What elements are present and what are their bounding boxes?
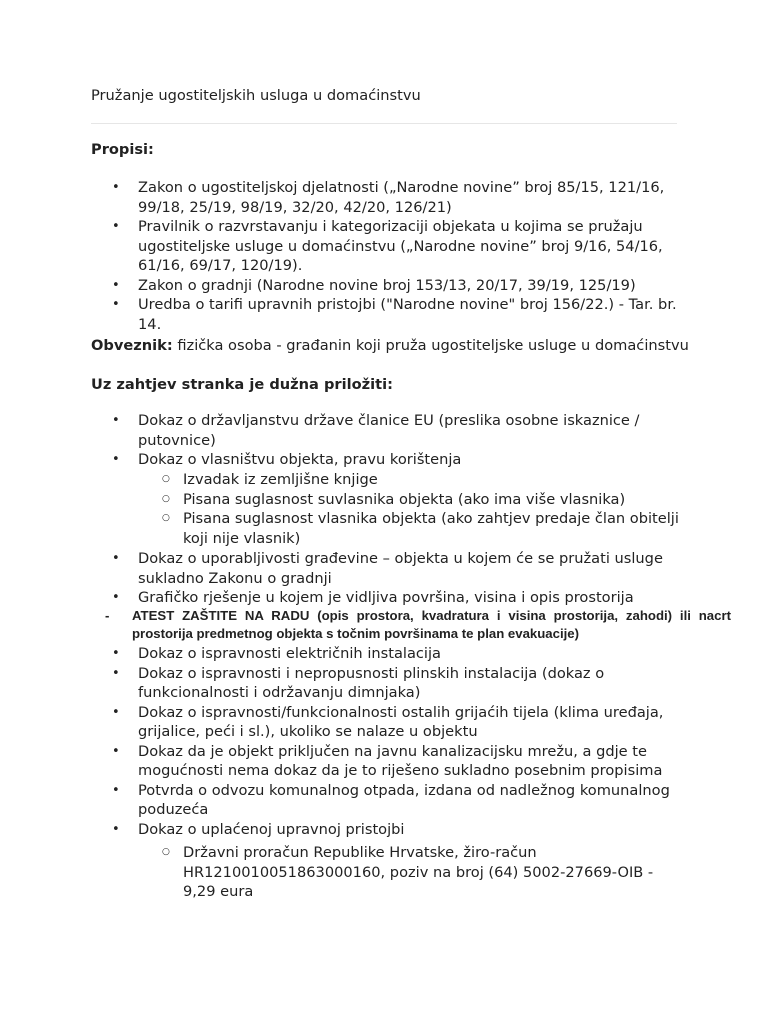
atest-text: ATEST ZAŠTITE NA RADU (opis prostora, kvadratura i visina prostorija, zahodi) ili nacrt prostorija predmetnog objekta s točnim površinama te plan evakuacije) bbox=[132, 608, 731, 641]
sub-list-item: ○ Pisana suglasnost vlasnika objekta (ako zahtjev predaje član obitelji koji nije vlasnik) bbox=[91, 509, 681, 548]
list-item: • Dokaz o ispravnosti i nepropusnosti plinskih instalacija (dokaz o funkcionalnosti i održavanju dimnjaka) bbox=[91, 664, 681, 703]
obveznik-label: Obveznik: bbox=[91, 337, 173, 354]
list-item: • Zakon o ugostiteljskoj djelatnosti („Narodne novine” broj 85/15, 121/16, 99/18, 25/19, 98/19, 32/20, 42/20, 126/21) bbox=[91, 178, 681, 217]
list-item: • Grafičko rješenje u kojem je vidljiva površina, visina i opis prostorija bbox=[91, 588, 681, 608]
list-item: • Pravilnik o razvrstavanju i kategorizaciji objekata u kojima se pružaju ugostiteljske usluge u domaćinstvu („Narodne novine” broj 9/16, 54/16, 61/16, 69/17, 120/19). bbox=[91, 217, 681, 276]
list-item: • Uredba o tarifi upravnih pristojbi ("Narodne novine" broj 156/22.) - Tar. br. 14. bbox=[91, 295, 681, 334]
divider bbox=[91, 123, 677, 124]
list-item: • Potvrda o odvozu komunalnog otpada, izdana od nadležnog komunalnog poduzeća bbox=[91, 781, 681, 820]
list-item: • Dokaz o uplaćenoj upravnoj pristojbi bbox=[91, 820, 681, 840]
prilozi-list bbox=[91, 411, 681, 470]
list-item: • Dokaz da je objekt priključen na javnu kanalizacijsku mrežu, a gdje te mogućnosti nema dokaz da je to riješeno sukladno posebnim propisima bbox=[91, 742, 681, 781]
list-item: • Dokaz o državljanstvu države članice EU (preslika osobne iskaznice / putovnice) bbox=[91, 411, 681, 450]
sub-list-item: ○ Izvadak iz zemljišne knjige bbox=[91, 470, 681, 490]
obveznik-text: fizička osoba - građanin koji pruža ugostiteljske usluge u domaćinstvu bbox=[172, 337, 689, 354]
prilozi-list-3 bbox=[91, 644, 681, 839]
list-item: • Dokaz o ispravnosti/funkcionalnosti ostalih grijaćih tijela (klima uređaja, grijalice, peći i sl.), ukoliko se nalaze u objektu bbox=[91, 703, 681, 742]
dash-marker: - bbox=[105, 608, 110, 623]
list-item: • Dokaz o ispravnosti električnih instalacija bbox=[91, 644, 681, 664]
sub-list-item: ○ Državni proračun Republike Hrvatske, žiro-račun HR1210010051863000160, poziv na broj (64) 5002-27669-OIB - 9,29 eura bbox=[91, 843, 681, 902]
sub-list-item: ○ Pisana suglasnost suvlasnika objekta (ako ima više vlasnika) bbox=[91, 490, 681, 510]
list-item: • Dokaz o uporabljivosti građevine – objekta u kojem će se pružati usluge sukladno Zakonu o gradnji bbox=[91, 549, 681, 588]
list-item: • Zakon o gradnji (Narodne novine broj 153/13, 20/17, 39/19, 125/19) bbox=[91, 276, 681, 296]
prilozi-heading: Uz zahtjev stranka je dužna priložiti: bbox=[91, 376, 393, 393]
prilozi-list-2 bbox=[91, 549, 681, 608]
pristojba-sublist bbox=[91, 843, 681, 902]
vlasnistvo-sublist bbox=[91, 470, 681, 548]
list-item-label: Dokaz o vlasništvu objekta, pravu korištenja bbox=[138, 451, 462, 468]
propisi-heading: Propisi: bbox=[91, 141, 154, 158]
page-title: Pružanje ugostiteljskih usluga u domaćinstvu bbox=[91, 87, 421, 104]
propisi-list bbox=[91, 178, 681, 334]
atest-note bbox=[91, 607, 731, 643]
obveznik-line bbox=[91, 336, 731, 356]
list-item bbox=[91, 450, 681, 470]
